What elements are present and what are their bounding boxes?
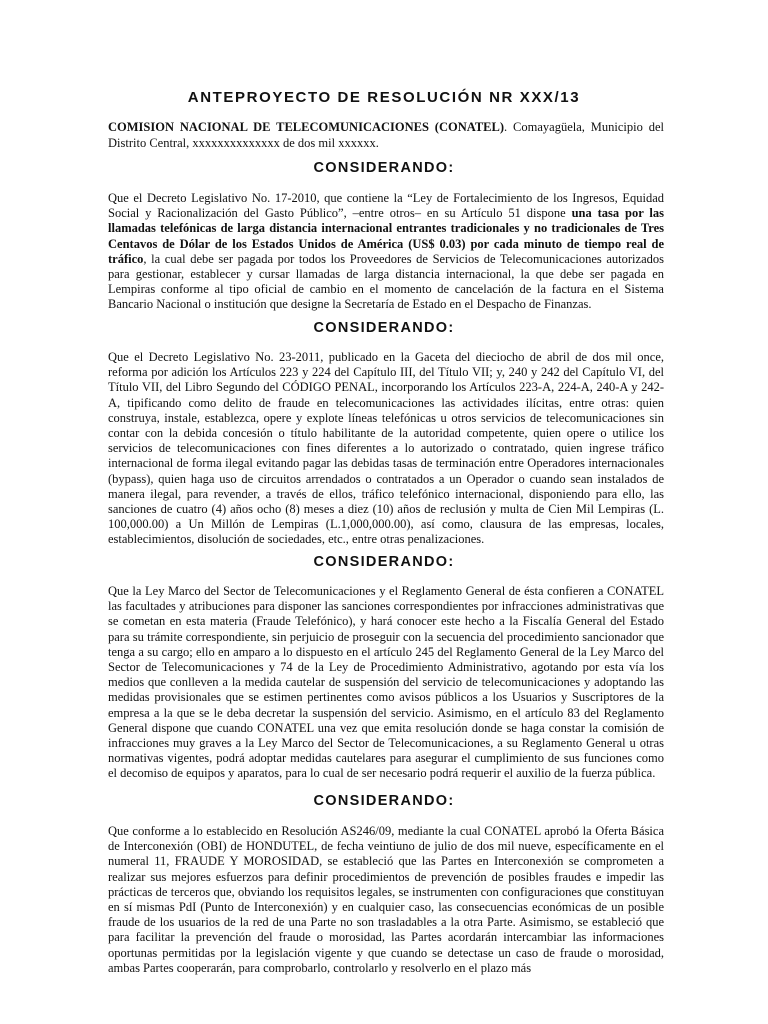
considerando-heading-1: CONSIDERANDO:	[313, 160, 455, 176]
considerando-paragraph-1	[108, 191, 664, 313]
paragraph-1-text-bold: una tasa por las llamadas telefónicas de larga distancia internacional entrantes tradicionales y no tradicionales de Tres Centavos de Dólar de los Estados Unidos de América (US$ 0.03) por cada minuto de tiempo real de tráfico	[108, 206, 665, 266]
intro-text: . Comayagüela, Municipio del Distrito Central, xxxxxxxxxxxxxx de dos mil xxxxxx.	[108, 120, 664, 150]
intro-organization: COMISION NACIONAL DE TELECOMUNICACIONES (CONATEL)	[108, 120, 505, 134]
considerando-paragraph-2: Que el Decreto Legislativo No. 23-2011, publicado en la Gaceta del dieciocho de abril de dos mil once, reforma por adición los Artículos 223 y 224 del Capítulo III, del Título VII; y, 240 y 242 del Capítulo VI, del Título VII, del Libro Segundo del CÓDIGO PENAL, incorporando los Artículos 223-A, 224-A, 240-A y 242-A, tipificando como delito de fraude en telecomunicaciones las actividades ilícitas, entre otras: quien construya, instale, establezca, opere y explote líneas telefónicas u otros servicios de telecomunicaciones sin contar con la debida concesión o título habilitante de la autoridad competente, quien opere o utilice los servicios de telecomunicaciones con fines diferentes a lo autorizado o contratado, quien ingrese tráfico internacional de forma ilegal evitando pagar las debidas tasas de terminación entre Operadores internacionales (bypass), quien haga uso de circuitos arrendados o contratados a un Operador o cuando sean instalados de manera ilegal, para revender, a través de ellos, tráfico telefónico internacional, disponiendo para ello, las sanciones de cuatro (4) años ocho (8) meses a diez (10) años de reclusión y multa de Cien Mil Lempiras (L. 100,000.00) a Un Millón de Lempiras (L.1,000,000.00), así como, clausura de las empresas, locales, establecimientos, disolución de sociedades, etc., entre otras penalizaciones.	[108, 350, 664, 547]
considerando-paragraph-4: Que conforme a lo establecido en Resolución AS246/09, mediante la cual CONATEL aprobó la Oferta Básica de Interconexión (OBI) de HONDUTEL, de fecha veintiuno de julio de dos mil nueve, específicamente en el numeral 11, FRAUDE Y MOROSIDAD, se estableció que las Partes en Interconexión se comprometen a realizar sus mejores esfuerzos para definir procedimientos de prevención de posibles fraudes e impedir las prácticas de terceros que, obviando los requisitos legales, se instrumenten con configuraciones que constituyan en sí mismas PdI (Punto de Interconexión) y en cualquier caso, las consecuencias económicas de un posible fraude de los usuarios de la red de una Parte no son trasladables a la otra Parte. Asimismo, se estableció que para facilitar la prevención del fraude o morosidad, las Partes acordarán intercambiar las informaciones oportunas permitidas por la legislación vigente y que cuando se detectase un caso de fraude o morosidad, ambas Partes cooperarán, para comprobarlo, controlarlo y resolverlo en el plazo más	[108, 824, 664, 975]
considerando-paragraph-3: Que la Ley Marco del Sector de Telecomunicaciones y el Reglamento General de ésta confieren a CONATEL las facultades y atribuciones para disponer las sanciones correspondientes por infracciones administrativas que se cometan en esta materia (Fraude Telefónico), y hará conocer este hecho a la Fiscalía General del Estado para su trámite correspondiente, sin perjuicio de proseguir con la secuencia del procedimiento sancionador que tenga a su cargo; ello en amparo a lo dispuesto en el artículo 245 del Reglamento General de la Ley Marco del Sector de Telecomunicaciones y 74 de la Ley de Procedimiento Administrativo, agotando por esta vía los medios que conlleven a la medida cautelar de suspensión del servicio de telecomunicaciones y adoptando las medidas provisionales que se estimen pertinentes como avisos públicos a los Usuarios y Suscriptores de la empresa a la que se le deba decretar la suspensión del servicio. Asimismo, en el artículo 83 del Reglamento General dispone que cuando CONATEL una vez que emita resolución donde se haga constar la comisión de infracciones muy graves a la Ley Marco del Sector de Telecomunicaciones, a su Reglamento General u otras normativas vigentes, podrá adoptar medidas cautelares para asegurar el cumplimiento de sus funciones como el decomiso de equipos y aparatos, para lo cual de ser necesario podrá requerir el auxilio de la fuerza pública.	[108, 584, 664, 781]
considerando-heading-3: CONSIDERANDO:	[313, 554, 455, 570]
considerando-heading-2: CONSIDERANDO:	[313, 320, 455, 336]
considerando-heading-4: CONSIDERANDO:	[313, 793, 455, 809]
document-title: ANTEPROYECTO DE RESOLUCIÓN NR XXX/13	[187, 89, 581, 106]
intro-paragraph	[108, 119, 664, 151]
paragraph-1-text-a: Que el Decreto Legislativo No. 17-2010, que contiene la “Ley de Fortalecimiento de los Ingresos, Equidad Social y Racionalización del Gasto Público”, –entre otros– en su Artículo 51 dispone	[108, 191, 664, 221]
paragraph-1-text-b: , la cual debe ser pagada por todos los Proveedores de Servicios de Telecomunicaciones autorizados para gestionar, establecer y cursar llamadas de larga distancia internacional, la que debe ser pagada en Lempiras conforme al tipo oficial de cambio en el momento de cancelación de la factura en el Sistema Bancario Nacional o institución que designe la Secretaría de Estado en el Despacho de Finanzas.	[108, 251, 664, 312]
